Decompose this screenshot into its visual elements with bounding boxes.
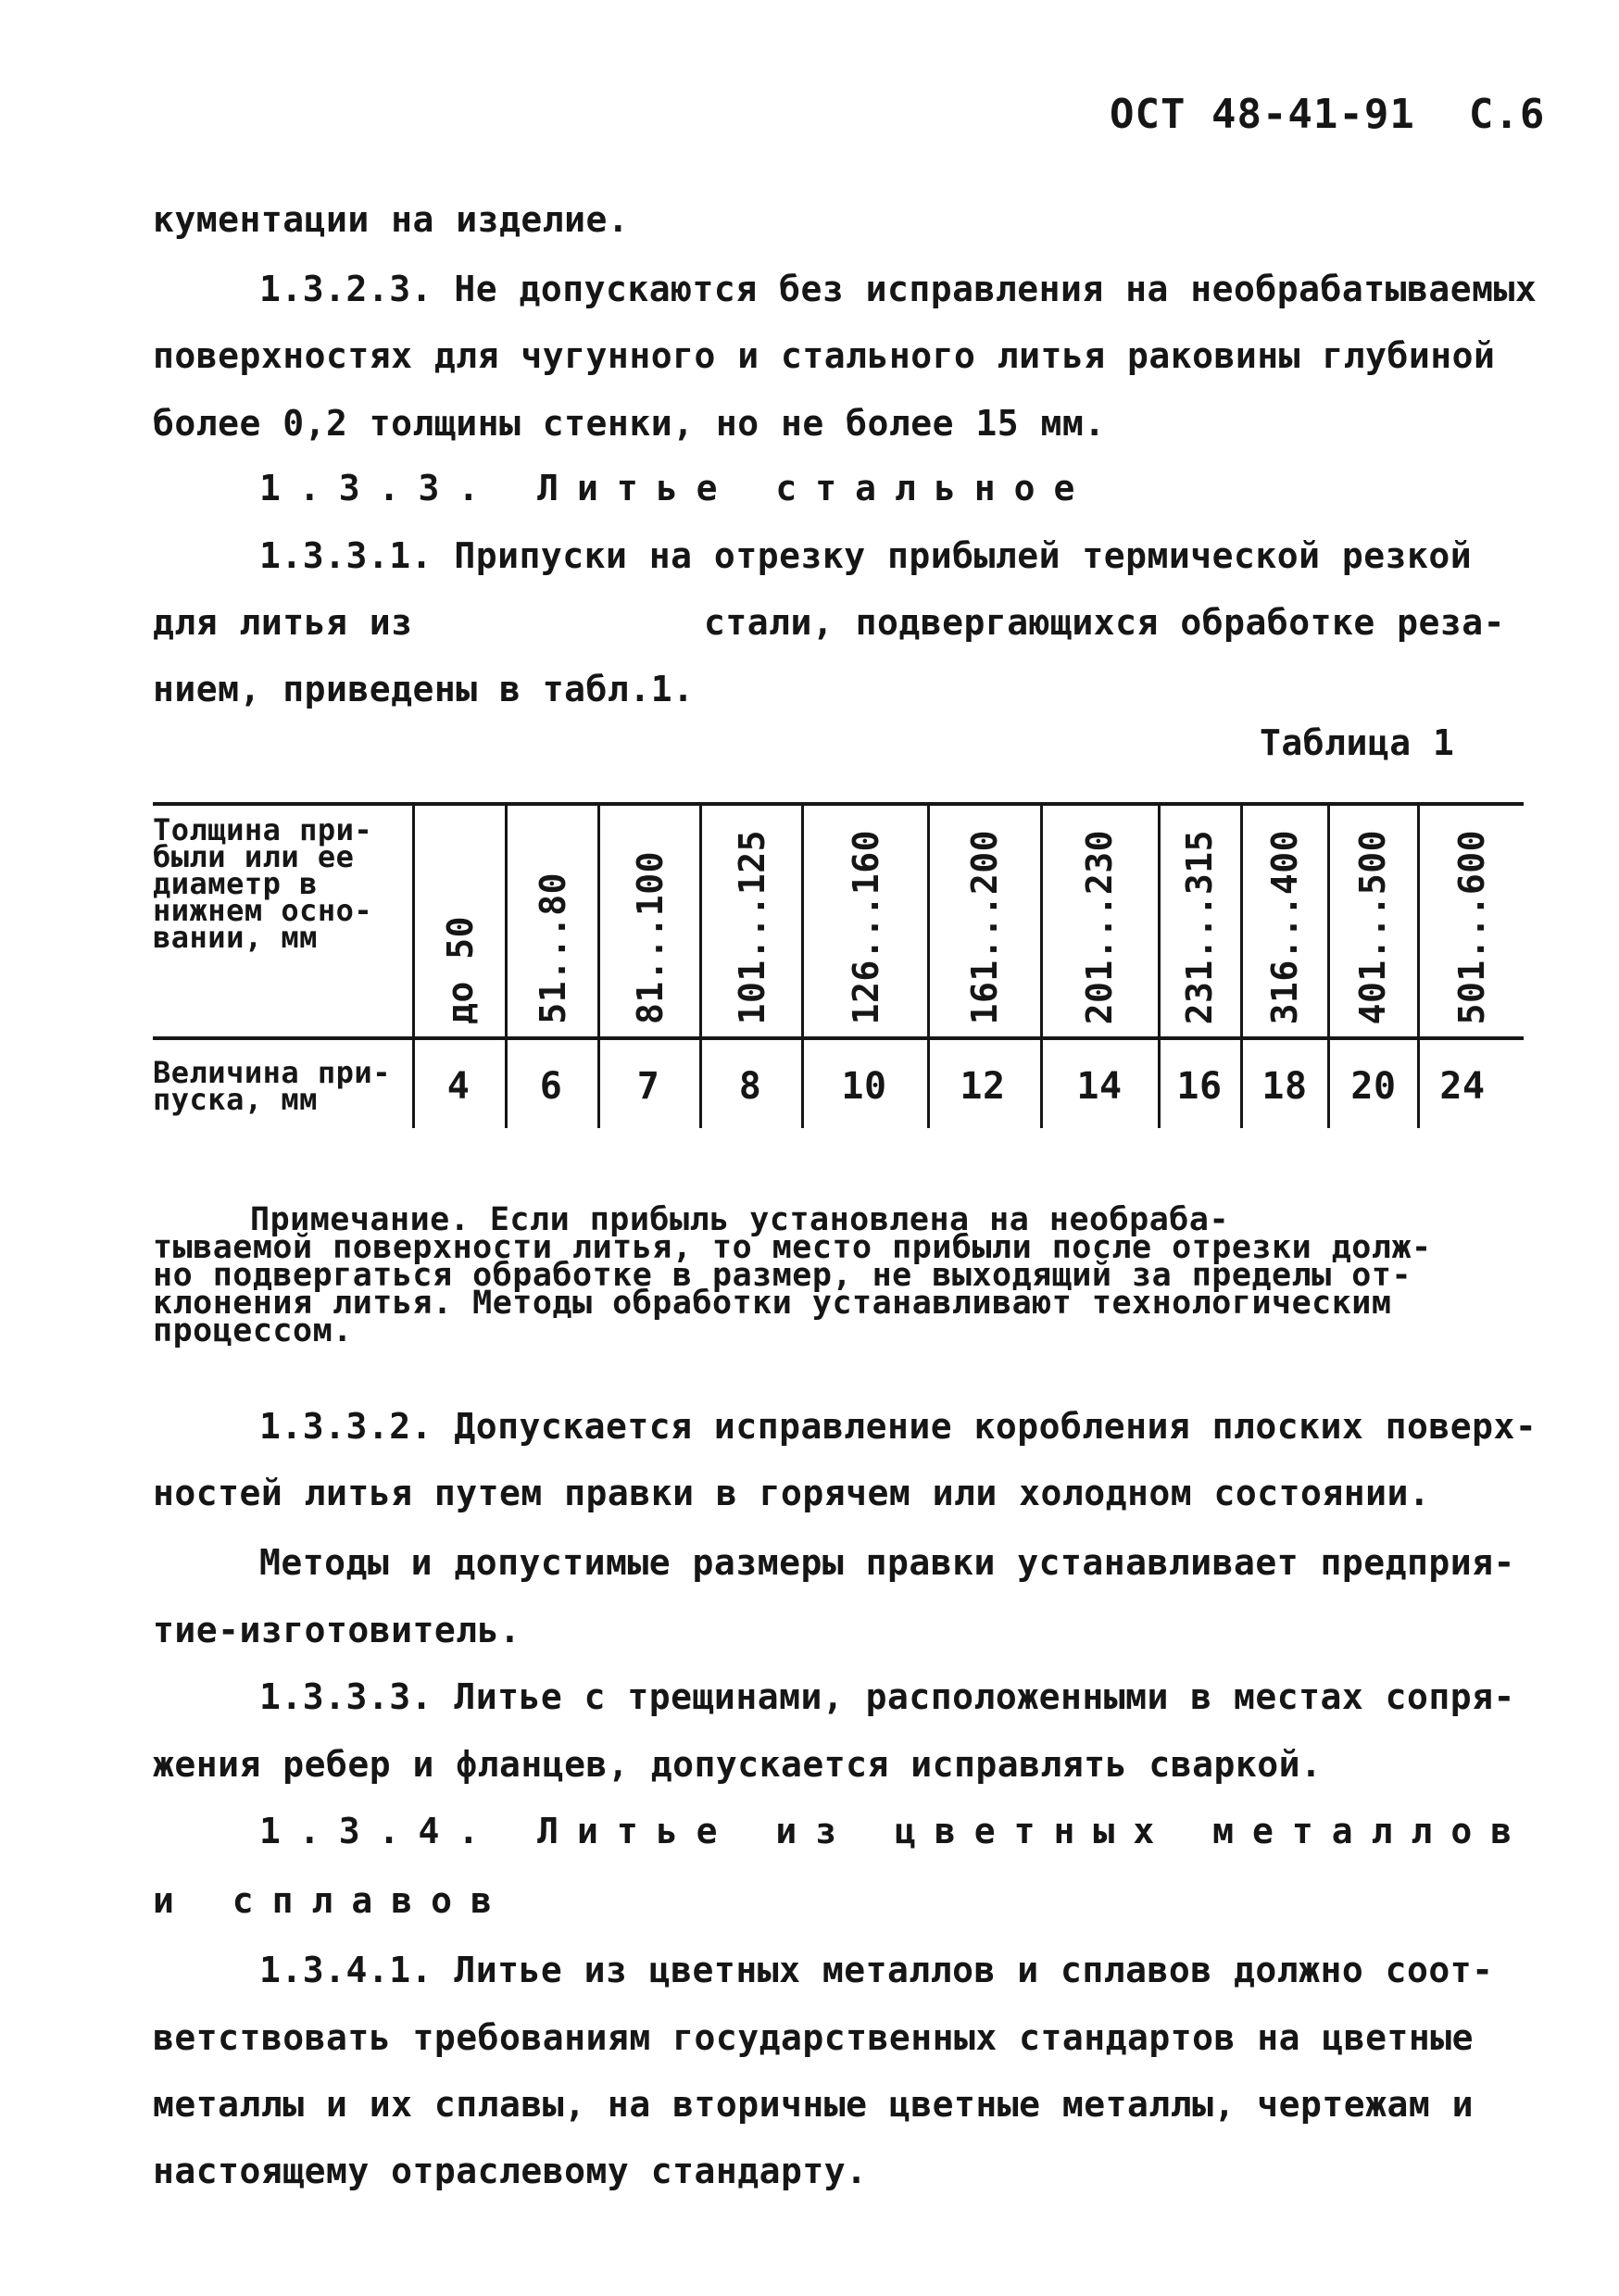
header-cell [621,821,676,1024]
row-label-line: Величина при- [153,1055,391,1090]
section-heading: 1.3.3. Литье стальное [259,468,1094,508]
allowance-value: 16 [1176,1065,1223,1108]
row-label-line: пуска, мм [153,1082,318,1117]
range-label: 501...600 [1451,829,1492,1024]
range-label: до 50 [440,916,481,1024]
table-title: Таблица 1 [1260,722,1455,763]
range-label: 81...100 [630,850,671,1024]
section-heading: и сплавов [153,1880,510,1921]
allowance-value: 14 [1076,1065,1123,1108]
column-divider [1327,804,1330,1128]
range-label: 231...315 [1179,829,1220,1024]
column-divider [1240,804,1243,1128]
paragraph-line: 1.3.3.3. Литье с трещинами, расположенными в местах сопря- [259,1676,1515,1717]
page-number: С.6 [1468,91,1546,138]
note-line: Примечание. Если прибыль установлена на необраба- [250,1201,1230,1238]
table-top-rule [153,802,1524,806]
allowance-value: 18 [1261,1065,1308,1108]
section-heading: 1.3.4. Литье из цветных металлов [259,1811,1531,1851]
allowance-value: 8 [738,1065,762,1108]
paragraph-line: металлы и их сплавы, на вторичные цветные металлы, чертежам и [153,2084,1475,2125]
paragraph-line: 1.3.4.1. Литье из цветных металлов и сплавов должно соот- [259,1950,1494,1990]
column-divider [412,804,415,1128]
column-divider [1040,804,1043,1128]
table-middle-rule [153,1036,1524,1040]
paragraph-line: нием, приведены в табл.1. [153,669,695,709]
note-line: процессом. [153,1312,353,1349]
paragraph-line: ветствовать требованиям государственных стандартов на цветные [153,2017,1475,2058]
range-label: 161...200 [964,829,1005,1024]
column-divider [597,804,600,1128]
row-label-line: были или ее [153,839,355,874]
allowance-value: 4 [446,1065,471,1108]
range-label: 51...80 [533,872,573,1024]
paragraph-line: жения ребер и фланцев, допускается исправлять сваркой. [153,1744,1323,1785]
paragraph-line: настоящему отраслевому стандарту. [153,2151,868,2191]
header-cell [836,821,892,1024]
paragraph-line: тие-изготовитель. [153,1610,521,1650]
paragraph-line: 1.3.3.1. Припуски на отрезку прибылей термической резкой [259,535,1473,576]
header-cell [1442,821,1498,1024]
header-cell [431,821,486,1024]
row-label-allowance [153,1055,391,1117]
allowance-value: 7 [636,1065,660,1108]
range-label: 316...400 [1264,829,1305,1024]
standard-code: ОСТ 48-41-91 [1110,91,1415,138]
allowance-table [153,802,1524,1135]
row-label-line: Толщина при- [153,812,373,847]
paragraph-line: поверхностях для чугунного и стального литья раковины глубиной [153,335,1496,376]
note-line: но подвергаться обработке в размер, не выходящий за пределы от- [153,1257,1412,1294]
column-divider [801,804,804,1128]
row-label-line: диаметр в [153,866,318,901]
header-cell [722,821,778,1024]
paragraph-line: кументации на изделие. [153,199,630,240]
allowance-value: 20 [1350,1065,1397,1108]
paragraph-line: более 0,2 толщины стенки, но не более 15 мм. [153,403,1106,444]
allowance-value: 24 [1439,1065,1486,1108]
allowance-value: 10 [841,1065,887,1108]
column-divider [1417,804,1420,1128]
paragraph-line: 1.3.2.3. Не допускаются без исправления на необрабатываемых [259,269,1537,309]
range-label: 401...500 [1352,829,1393,1024]
paragraph-line: 1.3.3.2. Допускается исправление коробления плоских поверх- [259,1406,1537,1447]
header-cell [1255,821,1311,1024]
paragraph-line: стали, подвергающихся обработке реза- [704,602,1505,643]
paragraph-line: Методы и допустимые размеры правки устанавливает предприя- [259,1542,1515,1583]
allowance-value: 12 [960,1065,1006,1108]
note-line: клонения литья. Методы обработки устанавливают технологическим [153,1285,1392,1322]
column-divider [699,804,702,1128]
paragraph-line: ностей литья путем правки в горячем или холодном состоянии. [153,1473,1431,1513]
range-label: 101...125 [732,829,772,1024]
row-label-line: вании, мм [153,920,318,955]
header-cell [1343,821,1399,1024]
header-cell [955,821,1010,1024]
column-divider [927,804,930,1128]
range-label: 126...160 [846,829,886,1024]
allowance-value: 6 [539,1065,563,1108]
row-label-line: нижнем осно- [153,893,373,928]
table-note [153,1201,1432,1349]
page-header [1110,91,1545,138]
range-label: 201...230 [1079,829,1120,1024]
column-divider [1158,804,1161,1128]
header-cell [523,821,579,1024]
row-label-thickness [153,812,373,955]
header-cell [1070,821,1125,1024]
column-divider [505,804,508,1128]
paragraph-line: для литья из [153,602,413,643]
note-line: тываемой поверхности литья, то место прибыли после отрезки долж- [153,1229,1432,1266]
header-cell [1170,821,1225,1024]
